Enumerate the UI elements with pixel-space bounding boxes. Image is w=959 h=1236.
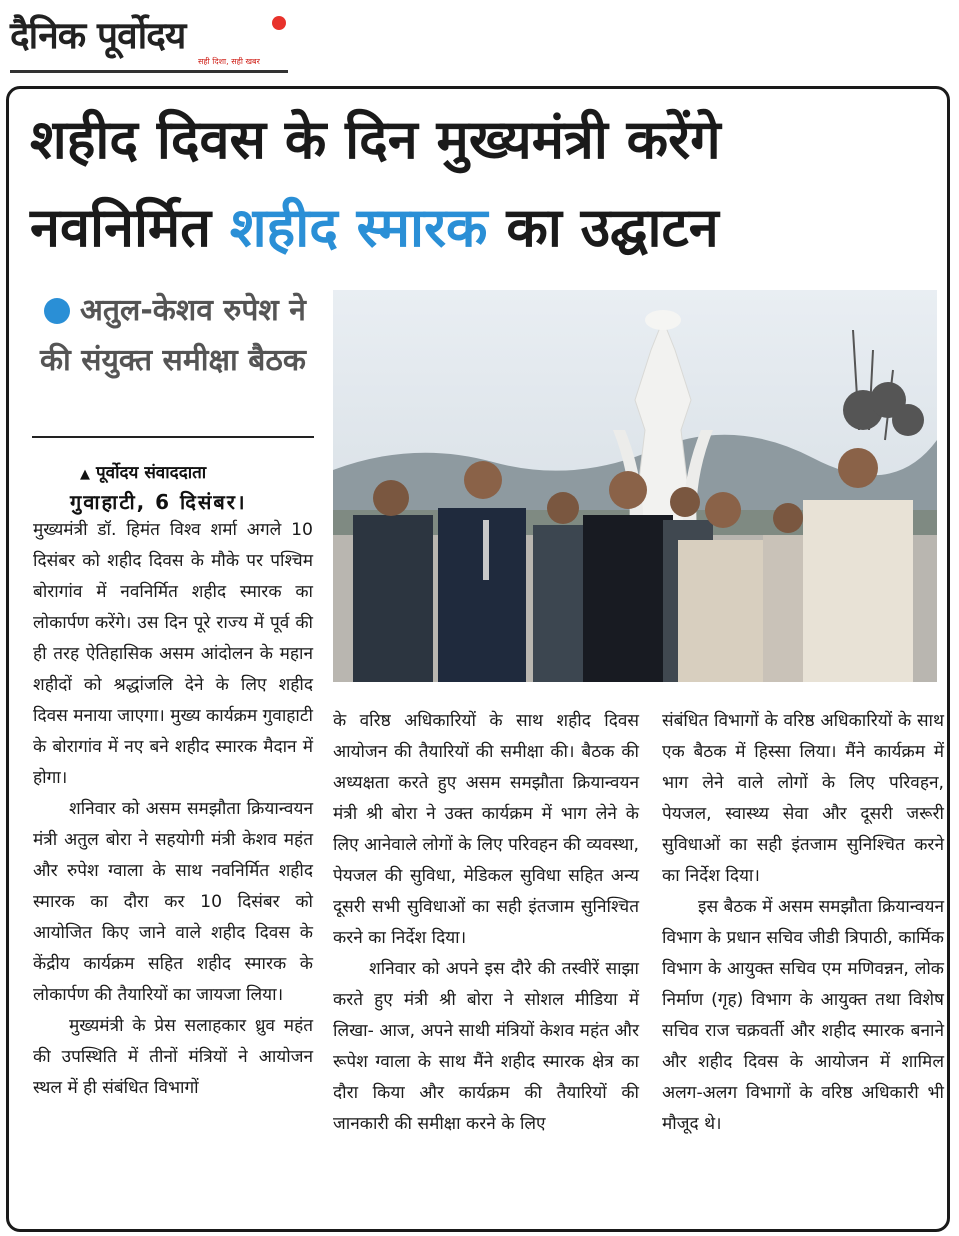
paragraph: मुख्यमंत्री के प्रेस सलाहकार ध्रुव महंत की उपस्थिति में तीनों मंत्रियों ने आयोजन स्थल में ही संबंधित विभागों [33,1016,313,1098]
article-column-2 [333,706,639,1140]
masthead-dot-icon [272,16,286,30]
kicker [40,286,330,386]
paragraph: के वरिष्ठ अधिकारियों के साथ शहीद दिवस आयोजन की तैयारियों की समीक्षा की। बैठक की अध्यक्षता करते हुए असम समझौता क्रियान्वयन मंत्री श्री बोरा ने उक्त कार्यक्रम में भाग लेने के लिए आनेवाले लोगों के लिए परिवहन की व्यवस्था, पेयजल की सुविधा, मेडिकल सुविधा सहित अन्य दूसरी सभी सुविधाओं का सही इंतजाम सुनिश्चित करने का निर्देश दिया। [333,711,639,948]
masthead [10,6,290,72]
dateline: गुवाहाटी, 6 दिसंबर। [70,490,247,514]
kicker-text: अतुल-केशव रुपेश ने की संयुक्त समीक्षा बैठक [40,293,306,378]
paragraph: इस बैठक में असम समझौता क्रियान्वयन विभाग के प्रधान सचिव जीडी त्रिपाठी, कार्मिक विभाग के आयुक्त सचिव एम मणिवन्नन, लोक निर्माण (गृह) विभाग के आयुक्त तथा विशेष सचिव राज चक्रवर्ती और शहीद स्मारक बनाने और शहीद दिवस के आयोजन में शामिल अलग-अलग विभागों के वरिष्ठ अधिकारी भी मौजूद थे। [662,897,944,1134]
masthead-rule [10,70,288,73]
article-column-1 [33,515,313,1104]
paragraph: शनिवार को असम समझौता क्रियान्वयन मंत्री अतुल बोरा ने सहयोगी मंत्री केशव महंत और रुपेश ग्वाला के साथ नवनिर्मित शहीद स्मारक का दौरा कर 10 दिसंबर को आयोजित किए जाने वाले शहीद दिवस के केंद्रीय कार्यक्रम सहित शहीद स्मारक के लोकार्पण की तैयारियों का जायजा लिया। [33,799,313,1005]
news-photo [333,290,937,682]
byline-triangle-icon: ▲ [80,467,90,482]
kicker-rule [32,436,314,438]
article-column-3 [662,706,944,1140]
headline-line-2 [30,196,940,260]
byline [80,460,206,483]
masthead-tagline: सही दिशा, सही खबर [198,57,260,66]
headline-line-2-end: का उद्घाटन [506,196,719,259]
masthead-title: दैनिक पूर्वोदय [10,14,186,57]
paragraph: मुख्यमंत्री डॉ. हिमंत विश्व शर्मा अगले 10 दिसंबर को शहीद दिवस के मौके पर पश्चिम बोरागांव में नवनिर्मित शहीद स्मारक का लोकार्पण करेंगे। उस दिन पूरे राज्य में पूर्व की ही तरह ऐतिहासिक असम आंदोलन के महान शहीदों को श्रद्धांजलि देने के लिए शहीद दिवस मनाया जाएगा। मुख्य कार्यक्रम गुवाहाटी के बोरागांव में नए बने शहीद स्मारक मैदान में होगा। [33,520,313,788]
headline-line-2-start: नवनिर्मित [30,196,212,259]
headline-highlight: शहीद स्मारक [229,196,488,259]
headline-line-1: शहीद दिवस के दिन मुख्यमंत्री करेंगे [30,108,721,171]
paragraph: शनिवार को अपने इस दौरे की तस्वीरें साझा करते हुए मंत्री श्री बोरा ने सोशल मीडिया में लिखा- आज, अपने साथी मंत्रियों केशव महंत और रूपेश ग्वाला के साथ मैंने शहीद स्मारक क्षेत्र का दौरा किया और कार्यक्रम की तैयारियों की जानकारी की समीक्षा करने के लिए [333,959,639,1134]
paragraph: संबंधित विभागों के वरिष्ठ अधिकारियों के साथ एक बैठक में हिस्सा लिया। मैंने कार्यक्रम में भाग लेने वाले लोगों के लिए परिवहन, पेयजल, स्वास्थ्य सेवा और दूसरी जरूरी सुविधाओं का सही इंतजाम सुनिश्चित करने का निर्देश दिया। [662,711,944,886]
byline-text: पूर्वोदय संवाददाता [96,463,207,483]
